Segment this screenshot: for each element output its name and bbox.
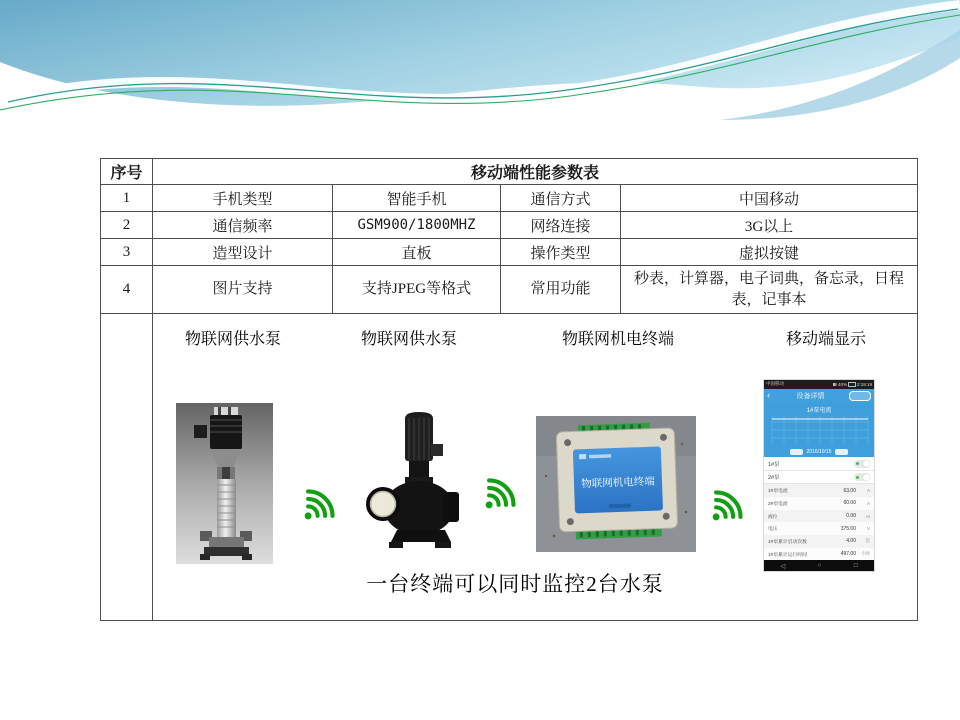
data-value: 4.00: [846, 538, 856, 545]
data-unit: 次: [865, 538, 870, 544]
chart-date: 2016/10/15: [806, 449, 832, 456]
chart-date-row: [764, 449, 874, 455]
spec-table: [100, 158, 918, 621]
table-title: 移动端性能参数表: [153, 159, 918, 185]
wifi-signal-icon: [482, 474, 520, 512]
param-value: 秒表，计算器，电子词典，备忘录，日程表，记事本: [621, 266, 918, 314]
toggle-label: 1#泵: [768, 461, 780, 468]
data-unit: V: [866, 526, 870, 532]
data-label: 电压: [768, 527, 778, 533]
iot-terminal-image: [536, 416, 696, 552]
table-row: [101, 266, 918, 314]
diagram-cell: [153, 314, 918, 621]
android-recents-button[interactable]: □: [853, 562, 858, 570]
diagram-caption: 一台终端可以同时监控2台水泵: [366, 572, 664, 596]
param-value: 智能手机: [333, 185, 501, 212]
wave-band: [0, 0, 960, 106]
battery-percent: 40%: [837, 381, 847, 387]
param-name: 通信方式: [501, 185, 621, 212]
pump-toggle-row: [764, 471, 874, 484]
date-next-button[interactable]: [835, 449, 848, 455]
param-name: 图片支持: [153, 266, 333, 314]
row-number: 4: [101, 266, 153, 314]
phone-header: [764, 389, 874, 403]
param-value: 中国移动: [621, 185, 918, 212]
header-wave-decoration: [0, 0, 960, 132]
data-label: 1#泵累计启动次数: [768, 539, 807, 545]
back-chevron-icon[interactable]: ‹: [767, 390, 770, 401]
date-prev-button[interactable]: [790, 449, 803, 455]
data-row: [764, 535, 874, 548]
diagram-row: [101, 314, 918, 621]
phone-chart-panel: [764, 403, 874, 458]
param-value: 虚拟按键: [621, 239, 918, 266]
inline-pump-image: [359, 406, 473, 566]
data-label: 1#泵累计运行时间: [768, 552, 807, 558]
pump-toggle-row: [764, 457, 874, 470]
android-back-button[interactable]: ◁: [780, 562, 786, 570]
header-action-button[interactable]: [849, 391, 871, 401]
param-value: 3G以上: [621, 212, 918, 239]
param-name: 手机类型: [153, 185, 333, 212]
android-home-button[interactable]: ○: [817, 562, 822, 570]
data-label: 液位: [768, 514, 778, 520]
table-row: [101, 239, 918, 266]
vertical-multistage-pump-image: [176, 403, 273, 564]
data-value: 60.00: [843, 500, 856, 507]
pump1-label: 物联网供水泵: [184, 331, 281, 348]
battery-icon: [848, 382, 856, 387]
param-value: GSM900/1800MHZ: [333, 212, 501, 239]
data-row: [764, 522, 874, 535]
current-line-chart: [764, 414, 874, 448]
terminal-label: 物联网机电终端: [561, 331, 674, 348]
param-name: 常用功能: [501, 266, 621, 314]
signal-icon: [833, 383, 837, 386]
data-value: 497.00: [840, 551, 856, 558]
param-name: 通信频率: [153, 212, 333, 239]
data-unit: 小时: [861, 551, 870, 557]
wifi-signal-icon: [709, 486, 747, 524]
table-row: [101, 212, 918, 239]
table-corner-header: 序号: [101, 159, 153, 185]
carrier-label: 中国移动: [766, 381, 784, 387]
pump1-toggle[interactable]: [854, 460, 870, 468]
wifi-signal-icon: [301, 485, 339, 523]
table-header-row: [101, 159, 918, 185]
terminal-panel-text: 物联网机电终端: [581, 475, 655, 491]
param-value: 支持JPEG等格式: [333, 266, 501, 314]
data-value: 0.00: [846, 513, 856, 520]
row-number: 1: [101, 185, 153, 212]
row-number: 2: [101, 212, 153, 239]
empty-number-cell: [101, 314, 153, 621]
phone-status-bar: [764, 380, 874, 389]
data-label: 2#泵电流: [768, 501, 788, 507]
data-row: [764, 497, 874, 510]
phone-label: 移动端显示: [785, 331, 866, 348]
pump2-label: 物联网供水泵: [360, 331, 457, 348]
data-value: 63.00: [843, 487, 856, 494]
table-row: [101, 185, 918, 212]
data-label: 1#泵电流: [768, 489, 788, 495]
chart-title: 1#泵电流: [806, 407, 832, 414]
param-name: 操作类型: [501, 239, 621, 266]
phone-page-title: 设备详情: [796, 392, 825, 400]
row-number: 3: [101, 239, 153, 266]
data-row: [764, 548, 874, 561]
status-time: 2:19:19: [856, 381, 872, 387]
param-name: 造型设计: [153, 239, 333, 266]
param-value: 直板: [333, 239, 501, 266]
data-row: [764, 510, 874, 523]
param-name: 网络连接: [501, 212, 621, 239]
data-unit: m: [866, 513, 870, 519]
phone-app-screenshot: [764, 380, 874, 571]
data-value: 375.00: [840, 525, 856, 532]
data-row: [764, 484, 874, 497]
data-unit: A: [866, 488, 870, 494]
pump2-toggle[interactable]: [854, 473, 870, 481]
data-unit: A: [866, 500, 870, 506]
phone-data-list: [764, 484, 874, 560]
toggle-label: 2#泵: [768, 475, 780, 482]
